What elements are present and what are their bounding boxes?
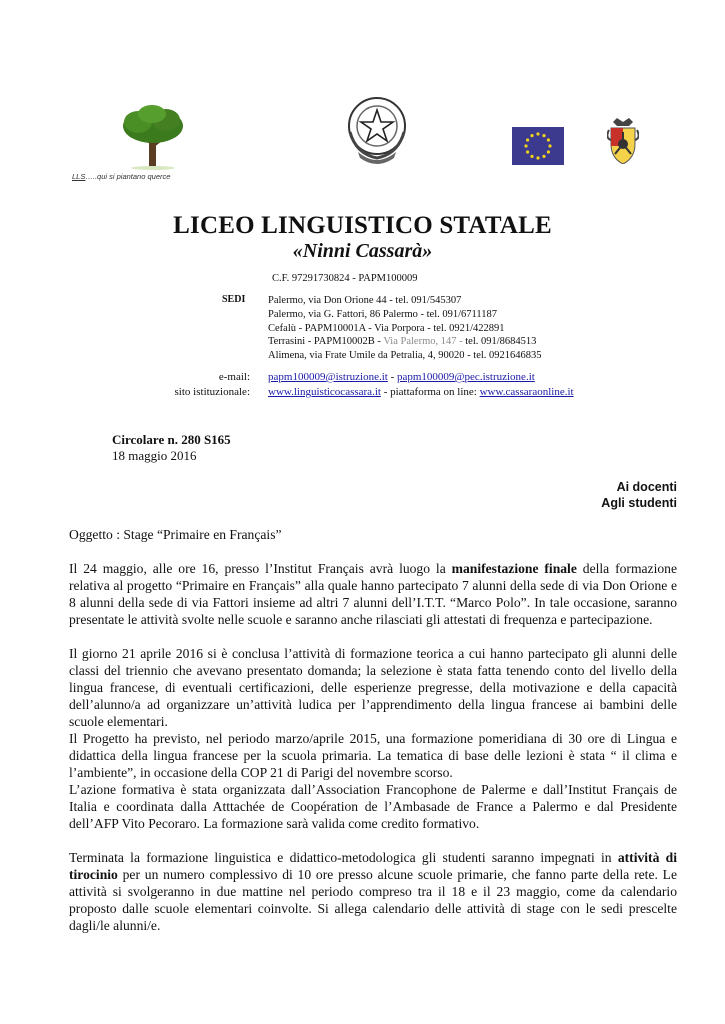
email-label: e-mail: bbox=[218, 371, 250, 383]
paragraph-4: L’azione formativa è stata organizzata dall’Association Francophone de Palerme e dall’Institut Français de Italia e coordinata dalla Atttachée de Coopération de l’Ambasade de France a Palermo e dal Presidente dell’AFP Vito Pecoraro. La formazione sarà valida come credito formativo. bbox=[69, 782, 677, 831]
contact-labels bbox=[120, 370, 250, 400]
oak-tree-logo bbox=[118, 104, 188, 170]
platform-link[interactable]: www.cassaraonline.it bbox=[479, 386, 574, 398]
school-subtitle: «Ninni Cassarà» bbox=[292, 240, 433, 262]
addressee-docenti: Ai docenti bbox=[616, 480, 677, 494]
site-label: sito istituzionale: bbox=[174, 386, 250, 398]
letter-body bbox=[69, 526, 677, 934]
sede-line: Cefalù - PAPM10001A - Via Porpora - tel. 0921/422891 bbox=[268, 322, 505, 334]
addressees bbox=[601, 479, 677, 511]
email-line: papm100009@istruzione.it - papm100009@pec.istruzione.it bbox=[268, 371, 535, 383]
sede-line: Palermo, via G. Fattori, 86 Palermo - tel. 091/6711187 bbox=[268, 308, 498, 320]
site-line: www.linguisticocassara.it - piattaforma on line: www.cassaraonline.it bbox=[268, 386, 574, 398]
eu-flag-logo bbox=[512, 127, 564, 165]
pec-email-link[interactable]: papm100009@pec.istruzione.it bbox=[396, 371, 535, 383]
school-motto: LLS…..qui si piantano querce bbox=[72, 172, 171, 181]
fiscal-codes: C.F. 97291730824 - PAPM100009 bbox=[272, 273, 418, 284]
italian-republic-emblem bbox=[336, 88, 418, 170]
paragraph-3: Il Progetto ha previsto, nel periodo marzo/aprile 2015, una formazione pomeridiana di 30 ore di Lingua e didattica della lingua francese per la scuola primaria. La tematica di base delle lezioni è stata “ il clima e l’ambiente”, in occasione della COP 21 di Parigi del novembre scorso. bbox=[69, 731, 677, 780]
circolare-number: Circolare n. 280 S165 bbox=[112, 432, 231, 447]
sede-line: Terrasini - PAPM10002B - Via Palermo, 147 - tel. 091/8684513 bbox=[268, 336, 537, 348]
contact-values bbox=[268, 370, 574, 400]
paragraph-2: Il giorno 21 aprile 2016 si è conclusa l’attività di formazione teorica a cui hanno partecipato gli alunni delle classi del triennio che avevano presentato domanda; la selezione è stata fatta tenendo conto del livello della lingua francese, di eventuali certificazioni, delle esperienze pregresse, della motivazione e della capacità dell’alunno/a ad organizzare un’attività ludica per l’apprendimento della lingua francese ai bambini delle scuole elementari. bbox=[69, 646, 677, 729]
school-title: LICEO LINGUISTICO STATALE bbox=[173, 212, 552, 239]
sede-line: Palermo, via Don Orione 44 - tel. 091/545307 bbox=[268, 295, 462, 306]
paragraph-1: Il 24 maggio, alle ore 16, presso l’Institut Français avrà luogo la manifestazione finale della formazione relativa al progetto “Primaire en Français” alla quale hanno partecipato 7 alunni della sede di via Don Orione e 8 alunni della sede di via Fattori insieme ad altri 7 alunni dell’I.T.T. “Marco Polo”. In tale occasione, saranno presentate le attività svolte nelle scuole e saranno anche rilasciati gli attestati di frequenza e partecipazione. bbox=[69, 561, 677, 627]
sedi-label: SEDI bbox=[222, 294, 246, 305]
addressee-studenti: Agli studenti bbox=[601, 496, 677, 510]
sicily-region-crest bbox=[607, 118, 639, 164]
circolare-block bbox=[112, 432, 231, 464]
sedi-list bbox=[268, 294, 542, 363]
sede-line: Alimena, via Frate Umile da Petralia, 4, 90020 - tel. 0921646835 bbox=[268, 350, 542, 362]
circolare-date: 18 maggio 2016 bbox=[112, 448, 197, 463]
email-link[interactable]: papm100009@istruzione.it bbox=[268, 371, 388, 383]
subject-line: Oggetto : Stage “Primaire en Français” bbox=[69, 527, 282, 542]
site-link[interactable]: www.linguisticocassara.it bbox=[268, 386, 381, 398]
paragraph-5: Terminata la formazione linguistica e didattico-metodologica gli studenti saranno impegnati in attività di tirocinio per un numero complessivo di 10 ore presso alcune scuole primarie, che fanno parte della rete. Le attività si svolgeranno in due mattine nel periodo compreso tra il 18 e il 23 maggio, come da calendario proposto dalle scuole elementari coinvolte. Si allega calendario delle attività di stage con le sedi prescelte dagli/le alunni/e. bbox=[69, 850, 677, 933]
